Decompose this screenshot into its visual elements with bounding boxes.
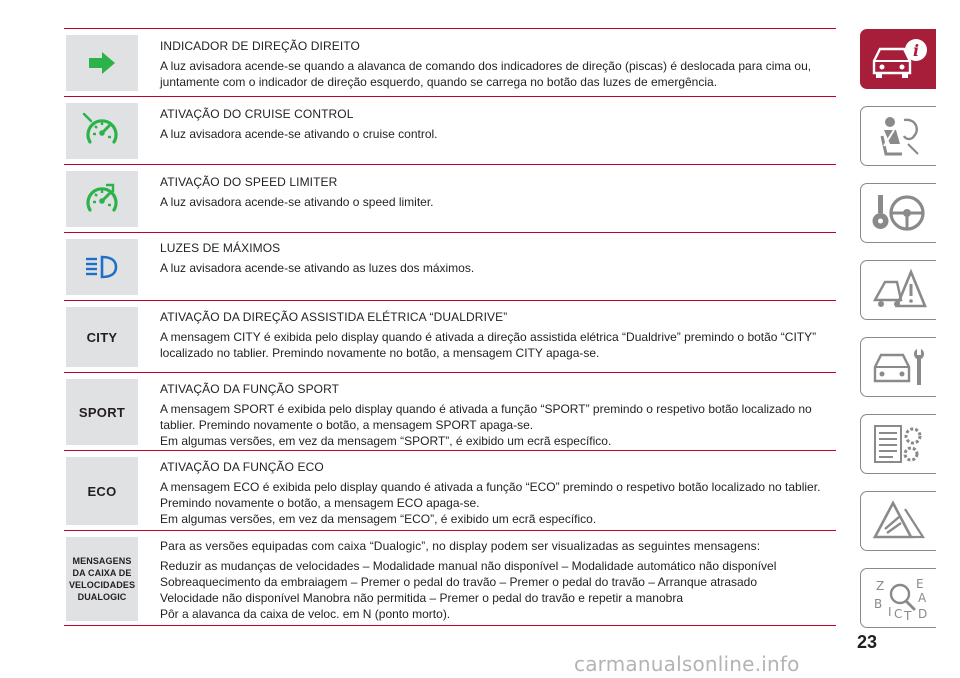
section-title: ATIVAÇÃO DA FUNÇÃO SPORT — [160, 382, 340, 396]
index-letter: T — [903, 609, 911, 622]
tab-warning-lights[interactable] — [860, 260, 936, 320]
tab-emergency[interactable] — [860, 491, 936, 551]
tab-technical-data[interactable] — [860, 414, 936, 474]
index-letter: E — [915, 577, 924, 591]
icon-cell — [66, 537, 138, 621]
dualogic-label-line: VELOCIDADES — [68, 580, 136, 590]
dualogic-label-line: MENSAGENS — [72, 556, 132, 566]
speed-limiter-icon — [82, 179, 122, 219]
tab-index[interactable] — [860, 568, 936, 628]
city-label: CITY — [86, 329, 118, 345]
emergency-triangle-icon — [871, 499, 927, 543]
section-title: LUZES DE MÁXIMOS — [160, 241, 281, 255]
airbag-seat-icon — [872, 114, 926, 158]
tab-starting-driving[interactable] — [860, 183, 936, 243]
dualogic-label-line: DUALOGIC — [77, 592, 127, 602]
icon-cell — [66, 457, 138, 525]
index-letter: C — [893, 607, 902, 621]
page-number: 23 — [857, 632, 878, 652]
section-text: A luz avisadora acende-se quando a alavanca de comando dos indicadores de direção (piscas) é deslocada para cima ou, juntamente com o indicador de direção esquerdo, quando se carrega no botão das luzes de emergência. — [160, 59, 812, 89]
table-row — [64, 96, 836, 164]
table-row — [64, 450, 836, 530]
index-letter: A — [917, 591, 926, 605]
key-steering-wheel-icon — [871, 191, 927, 235]
table-row — [64, 28, 836, 96]
tab-maintenance[interactable] — [860, 337, 936, 397]
chapter-sidebar — [858, 0, 960, 678]
section-text: Reduzir as mudanças de velocidades – Modalidade manual não disponível – Modalidade automático não disponível — [160, 559, 777, 573]
index-letter: D — [917, 607, 927, 621]
alphabetical-index-icon — [868, 574, 930, 622]
section-text: Sobreaquecimento da embraiagem – Premer o pedal do travão – Premer o pedal do travão – Arranque atrasado — [160, 575, 758, 589]
warning-lights-table — [64, 28, 836, 626]
right-arrow-icon — [87, 50, 117, 76]
icon-cell — [66, 379, 138, 445]
cruise-control-icon — [82, 111, 122, 151]
table-row — [64, 300, 836, 372]
car-maintenance-icon — [871, 345, 927, 389]
section-text: Em algumas versões, em vez da mensagem “SPORT”, é exibido um ecrã específico. — [160, 434, 612, 448]
index-letter: I — [887, 605, 892, 619]
table-row — [64, 164, 836, 232]
icon-cell — [66, 103, 138, 159]
section-title: Para as versões equipadas com caixa “Dualogic”, no display podem ser visualizadas as seguintes mensagens: — [160, 539, 761, 553]
section-title: INDICADOR DE DIREÇÃO DIREITO — [160, 39, 360, 53]
section-text: A luz avisadora acende-se ativando o cruise control. — [160, 127, 438, 141]
section-text: A luz avisadora acende-se ativando as luzes dos máximos. — [160, 261, 475, 275]
section-title: ATIVAÇÃO DA DIREÇÃO ASSISTIDA ELÉTRICA “DUALDRIVE” — [160, 310, 508, 324]
section-title: ATIVAÇÃO DO SPEED LIMITER — [160, 175, 338, 189]
icon-cell — [66, 35, 138, 91]
section-text: Pôr a alavanca da caixa de veloc. em N (ponto morto). — [160, 607, 451, 621]
section-text: A mensagem ECO é exibida pelo display quando é ativada a função “ECO” premindo o respetivo botão localizado no tablier. Premindo novamente o botão, a mensagem ECO apaga-se. — [160, 480, 821, 510]
car-info-icon — [868, 37, 930, 81]
sport-label: SPORT — [78, 404, 126, 420]
svg-text:i: i — [912, 41, 919, 60]
index-letter: B — [873, 597, 882, 611]
icon-cell — [66, 171, 138, 227]
eco-label: ECO — [87, 483, 117, 499]
section-title: ATIVAÇÃO DA FUNÇÃO ECO — [160, 460, 324, 474]
section-text: A mensagem SPORT é exibida pelo display quando é ativada a função “SPORT” premindo o respetivo botão localizado no tablier. Premindo novamente o botão, a mensagem SPORT apaga-se. — [160, 402, 812, 432]
index-letter: Z — [875, 579, 884, 593]
high-beam-icon — [84, 255, 120, 279]
section-text: Velocidade não disponível Manobra não permitida – Premer o pedal do travão e repetir a manobra — [160, 591, 683, 605]
table-row — [64, 232, 836, 300]
icon-cell — [66, 307, 138, 367]
watermark: carmanualsonline.info — [574, 652, 800, 676]
tab-car-info[interactable] — [860, 29, 936, 89]
dualogic-label-line: DA CAIXA DE — [72, 568, 132, 578]
technical-data-icon — [871, 422, 927, 466]
section-text: Em algumas versões, em vez da mensagem “ECO”, é exibido um ecrã específico. — [160, 512, 597, 526]
table-row — [64, 530, 836, 626]
table-row — [64, 372, 836, 450]
section-text: A mensagem CITY é exibida pelo display quando é ativada a direção assistida elétrica “Dualdrive” premindo o botão “CITY” localizado no tablier. Premindo novamente no botão, a mensagem CITY apaga-se. — [160, 330, 817, 360]
section-text: A luz avisadora acende-se ativando o speed limiter. — [160, 195, 434, 209]
warning-road-icon — [871, 268, 927, 312]
icon-cell — [66, 239, 138, 295]
section-title: ATIVAÇÃO DO CRUISE CONTROL — [160, 107, 354, 121]
tab-safety[interactable] — [860, 106, 936, 166]
